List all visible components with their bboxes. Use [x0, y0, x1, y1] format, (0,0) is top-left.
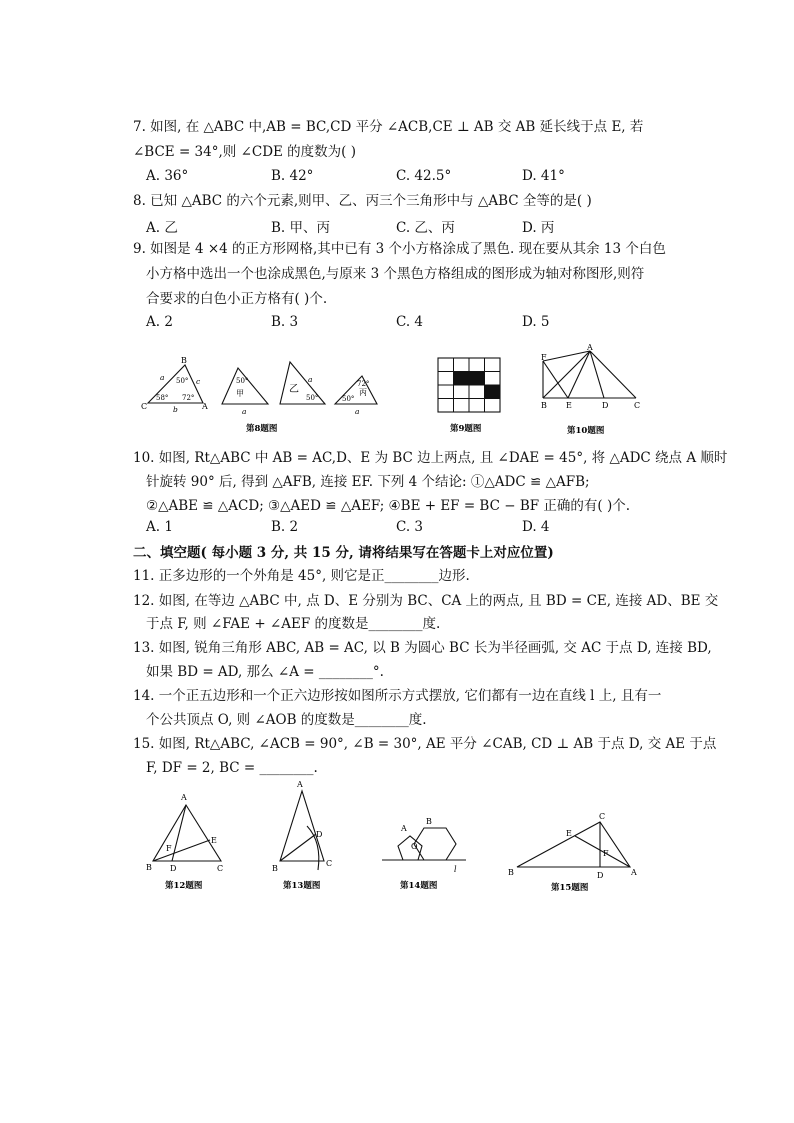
fig8-jia-name: 甲 [236, 389, 244, 398]
fig13-label-d: D [316, 830, 323, 839]
q10-line1: 10. 如图, Rt△ABC 中 AB = AC,D、E 为 BC 边上两点, 且 ∠DAE = 45°, 将 △ADC 绕点 A 顺时 [133, 450, 728, 466]
fig8-jia-angle: 50° [236, 377, 249, 385]
fig14-label-l: l [454, 865, 457, 874]
q14-line1: 14. 一个正五边形和一个正六边形按如图所示方式摆放, 它们都有一边在直线 l 上, 且有一 [133, 688, 662, 704]
fig13-label-a: A [297, 780, 303, 789]
figure-15 [517, 822, 630, 867]
q8-choice-a: A. 乙 [146, 220, 178, 236]
q9-choice-c: C. 4 [396, 314, 424, 330]
fig9-caption: 第9题图 [450, 424, 482, 434]
fig8-yi-side: a [308, 375, 313, 384]
figure-14 [382, 828, 466, 860]
q7-choice-b: B. 42° [271, 168, 314, 184]
q12-line2: 于点 F, 则 ∠FAE + ∠AEF 的度数是________度. [146, 616, 441, 632]
fig8-bing-angle1: 72° [357, 380, 370, 388]
fig8-caption: 第8题图 [246, 424, 278, 434]
q10-choice-d: D. 4 [522, 519, 550, 535]
section-2-heading: 二、填空题( 每小题 3 分, 共 15 分, 请将结果写在答题卡上对应位置) [133, 545, 554, 561]
fig8-angle-b: 50° [176, 377, 189, 385]
fig12-label-b: B [146, 863, 152, 872]
fig10-label-a: A [587, 343, 593, 352]
q9-line1: 9. 如图是 4 ×4 的正方形网格,其中已有 3 个小方格涂成了黑色. 现在要从其余 13 个白色 [133, 241, 666, 257]
fig8-yi-name: 乙 [289, 384, 299, 395]
q15-line2: F, DF = 2, BC = ________. [146, 760, 318, 776]
fig8-label-b: B [181, 356, 187, 365]
q7-choice-a: A. 36° [146, 168, 189, 184]
q8-line1: 8. 已知 △ABC 的六个元素,则甲、乙、丙三个三角形中与 △ABC 全等的是( ) [133, 193, 592, 209]
fig8-bing-angle2: 50° [342, 395, 355, 403]
fig12-label-e: E [211, 836, 217, 845]
fig8-angle-a: 72° [182, 394, 195, 402]
q7-choice-c: C. 42.5° [396, 168, 452, 184]
fig13-label-c: C [326, 859, 333, 868]
q12-line1: 12. 如图, 在等边 △ABC 中, 点 D、E 分别为 BC、CA 上的两点, 且 BD = CE, 连接 AD、BE 交 [133, 593, 719, 609]
q9-choice-d: D. 5 [522, 314, 550, 330]
fig8-yi-angle: 50° [306, 394, 319, 402]
fig8-bing-name: 丙 [359, 388, 367, 397]
fig8-side-a: a [160, 373, 165, 382]
fig8-bing-side: a [355, 407, 360, 416]
fig8-label-c: C [141, 402, 148, 411]
q15-line1: 15. 如图, Rt△ABC, ∠ACB = 90°, ∠B = 30°, AE 平分 ∠CAB, CD ⊥ AB 于点 D, 交 AE 于点 [133, 736, 717, 752]
figure-12 [153, 805, 221, 861]
fig12-label-c: C [217, 864, 224, 873]
fig15-label-c: C [599, 812, 606, 821]
fig8-label-a: A [202, 402, 208, 411]
q9-choice-b: B. 3 [271, 314, 299, 330]
q13-line1: 13. 如图, 锐角三角形 ABC, AB = AC, 以 B 为圆心 BC 长为半径画弧, 交 AC 于点 D, 连接 BD, [133, 640, 712, 656]
fig10-caption: 第10题图 [567, 426, 605, 436]
q9-choice-a: A. 2 [146, 314, 173, 330]
q7-line1: 7. 如图, 在 △ABC 中,AB = BC,CD 平分 ∠ACB,CE ⊥ AB 交 AB 延长线于点 E, 若 [133, 119, 644, 135]
q14-line2: 个公共顶点 O, 则 ∠AOB 的度数是________度. [146, 712, 427, 728]
fig15-caption: 第15题图 [551, 883, 589, 893]
fig13-caption: 第13题图 [283, 881, 321, 891]
fig14-label-a: A [401, 824, 407, 833]
q10-choice-c: C. 3 [396, 519, 424, 535]
q8-choice-c: C. 乙、丙 [396, 220, 455, 236]
fig15-label-e: E [566, 829, 572, 838]
fig8-angle-c: 58° [156, 394, 169, 402]
fig10-label-b: B [541, 401, 547, 410]
fig12-label-d: D [170, 864, 177, 873]
fig15-label-d: D [597, 871, 604, 880]
q13-line2: 如果 BD = AD, 那么 ∠A = ________°. [146, 664, 384, 680]
fig14-label-o: O [411, 842, 418, 851]
fig14-caption: 第14题图 [400, 881, 438, 891]
q10-choice-b: B. 2 [271, 519, 299, 535]
fig12-label-a: A [181, 793, 187, 802]
q10-line2: 针旋转 90° 后, 得到 △AFB, 连接 EF. 下列 4 个结论: ①△ADC ≌ △AFB; [146, 474, 590, 490]
q8-choice-b: B. 甲、丙 [271, 220, 331, 236]
fig10-label-c: C [634, 401, 641, 410]
q8-choice-d: D. 丙 [522, 220, 555, 236]
q9-line3: 合要求的白色小正方格有( )个. [146, 291, 328, 307]
q10-choice-a: A. 1 [146, 519, 173, 535]
q11-line: 11. 正多边形的一个外角是 45°, 则它是正________边形. [133, 568, 470, 584]
fig8-jia-side: a [242, 407, 247, 416]
fig10-label-d: D [602, 401, 609, 410]
fig10-label-f: F [541, 353, 547, 362]
q10-line3: ②△ABE ≌ △ACD; ③△AED ≌ △AEF; ④BE + EF = BC − BF 正确的有( )个. [146, 498, 631, 514]
fig15-label-a: A [631, 868, 637, 877]
q7-choice-d: D. 41° [522, 168, 565, 184]
fig12-caption: 第12题图 [165, 881, 203, 891]
fig13-label-b: B [272, 864, 278, 873]
fig14-label-b: B [426, 817, 432, 826]
fig10-label-e: E [566, 401, 572, 410]
fig8-side-c: c [196, 377, 201, 386]
fig15-label-b: B [508, 868, 514, 877]
fig8-side-b: b [173, 405, 178, 414]
q7-line2: ∠BCE = 34°,则 ∠CDE 的度数为( ) [133, 144, 357, 160]
fig15-label-f: F [603, 849, 609, 858]
q9-line2: 小方格中选出一个也涂成黑色,与原来 3 个黑色方格组成的图形成为轴对称图形,则符 [146, 266, 645, 282]
fig12-label-f: F [166, 844, 172, 853]
